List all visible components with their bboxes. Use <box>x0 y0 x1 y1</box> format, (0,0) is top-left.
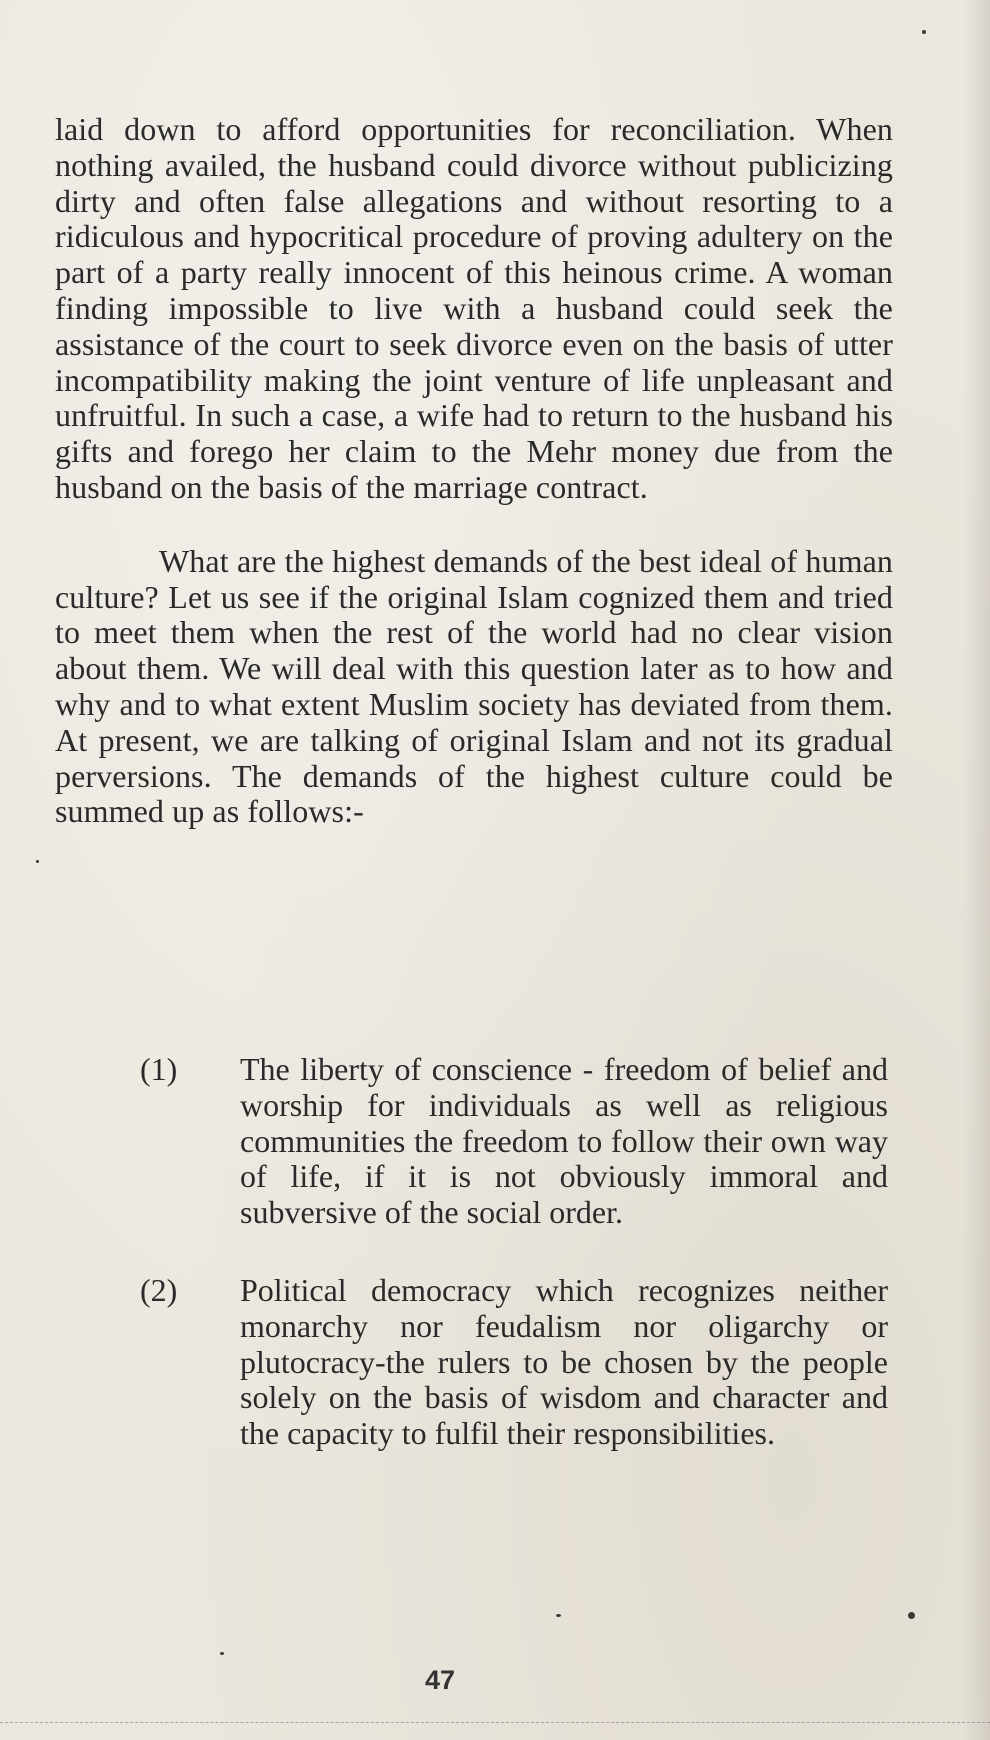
print-speck <box>220 1652 224 1655</box>
print-speck <box>908 1612 915 1619</box>
list-item-text: The liberty of conscience - freedom of belief and worship for individuals as well as religious communities the freedom to follow their own way of life, if it is not obviously immoral and subversive of the social order. <box>240 1051 888 1231</box>
page-edge-shadow <box>964 0 990 1740</box>
print-speck <box>36 860 39 863</box>
paragraph: laid down to afford opportunities for reconciliation. When nothing availed, the husband could divorce without publicizing dirty and often false allegations and without resorting to a ridiculous and hypocritical procedure of proving adultery on the part of a party really innocent of this heinous crime. A woman finding impossible to live with a husband could seek the assistance of the court to seek divorce even on the basis of utter incompatibility making the joint venture of life unpleasant and unfruitful. In such a case, a wife had to return to the husband his gifts and forego her claim to the Mehr money due from the husband on the basis of the marriage contract. <box>55 111 893 505</box>
list-item-number: (1) <box>140 1051 178 1087</box>
list-item <box>140 1273 888 1452</box>
paragraph: What are the highest demands of the best ideal of human culture? Let us see if the original Islam cognized them and tried to meet them when the rest of the world had no clear vision about them. We will deal with this question later as to how and why and to what extent Muslim society has deviated from them. At present, we are talking of original Islam and not its gradual perversions. The demands of the highest culture could be summed up as follows:- <box>55 542 893 830</box>
list-item-number: (2) <box>140 1271 178 1308</box>
body-text <box>55 112 893 830</box>
numbered-list <box>140 1052 888 1452</box>
print-speck <box>922 30 926 34</box>
bottom-edge-line <box>0 1722 990 1723</box>
page-number: 47 <box>424 1665 456 1695</box>
print-speck <box>556 1614 561 1617</box>
list-item-text: Political democracy which recognizes neither monarchy nor feudalism nor oligarchy or plutocracy-the rulers to be chosen by the people solely on the basis of wisdom and character and the capacity to fulfil their responsibilities. <box>240 1271 888 1452</box>
list-item <box>140 1052 888 1231</box>
